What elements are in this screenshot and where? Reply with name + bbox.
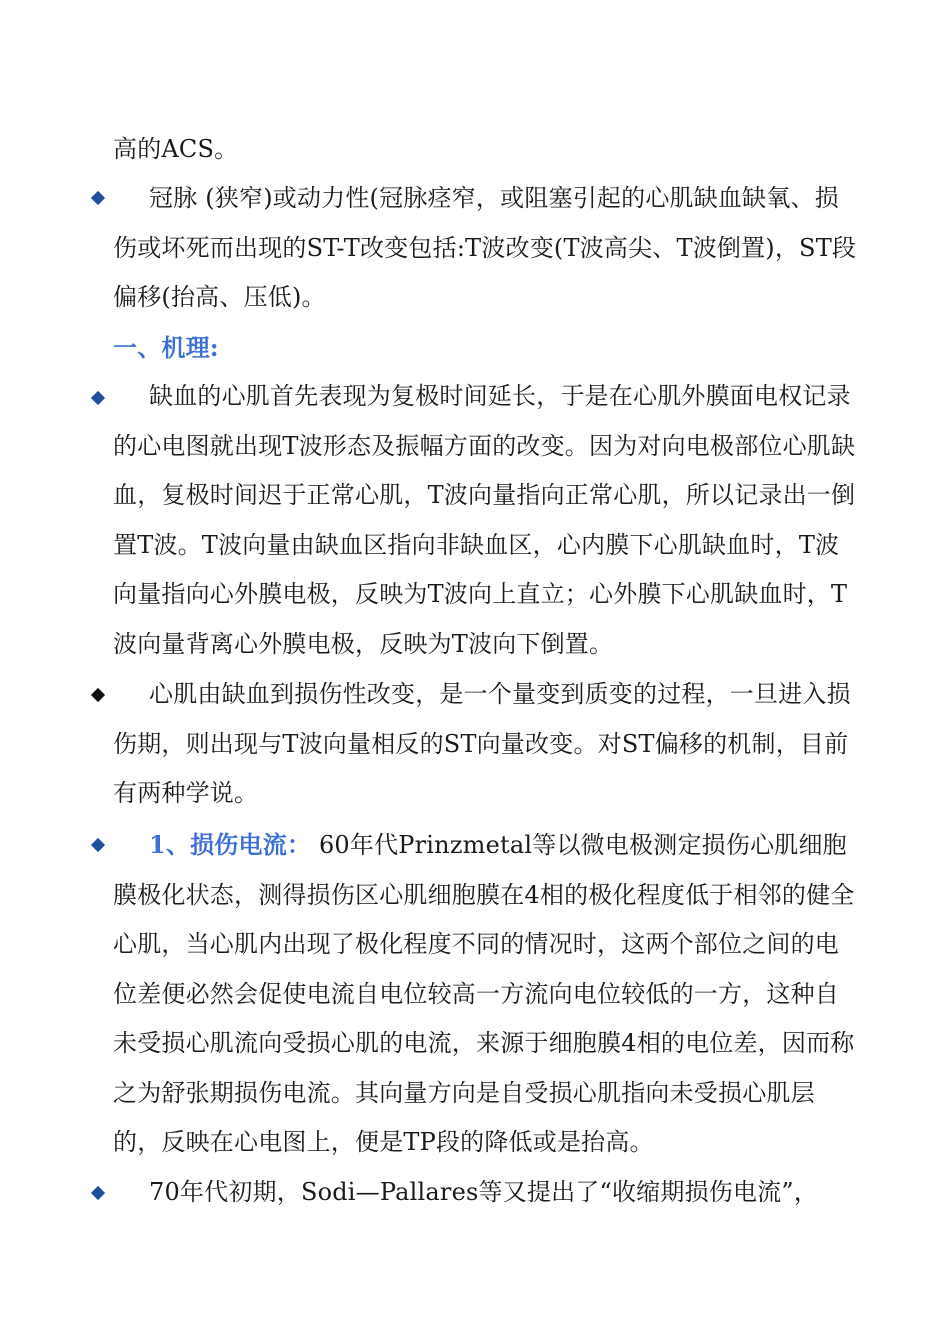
paragraph-injury-current-text: 60年代Prinzmetal等以微电极测定损伤心肌细胞膜极化状态，测得损伤区心肌细胞膜在4相的极化程度低于相邻的健全心肌，当心肌内出现了极化程度不同的情况时，这两个部位之间的电位差便必然会促使电流自电位较高一方流向电位较低的一方，这种自未受损心肌流向受损心肌的电流，来源于细胞膜4相的电位差，因而称之为舒张期损伤电流。其向量方向是自受损心肌指向未受损心肌层的，反映在心电图上，便是TP段的降低或是抬高。	[113, 831, 855, 1156]
bullet-diamond-icon	[91, 688, 105, 702]
paragraph-injury-current	[113, 820, 863, 1168]
paragraph-systolic-current: 70年代初期，Sodi—Pallares等又提出了“收缩期损伤电流”，	[149, 1178, 819, 1206]
bullet-diamond-icon	[91, 838, 105, 852]
bullet-diamond-icon	[91, 191, 105, 205]
paragraph-st-t-changes: 冠脉 (狭窄)或动力性(冠脉痉窄，或阻塞引起的心肌缺血缺氧、损伤或坏死而出现的ST-T改变包括:T波改变(T波高尖、T波倒置)，ST段偏移(抬高、压低)。	[113, 184, 857, 311]
paragraph-injury-progression: 心肌由缺血到损伤性改变，是一个量变到质变的过程，一旦进入损伤期，则出现与T波向量相反的ST向量改变。对ST偏移的机制，目前有两种学说。	[113, 680, 851, 807]
paragraph-ischemia-t-wave: 缺血的心肌首先表现为复极时间延长，于是在心肌外膜面电权记录的心电图就出现T波形态及振幅方面的改变。因为对向电极部位心肌缺血，复极时间迟于正常心肌，T波向量指向正常心肌，所以记录出一倒置T波。T波向量由缺血区指向非缺血区，心内膜下心肌缺血时，T波向量指向心外膜电极，反映为T波向上直立；心外膜下心肌缺血时，T波向量背离心外膜电极，反映为T波向下倒置。	[113, 382, 856, 658]
bullet-diamond-icon	[91, 1186, 105, 1200]
section-heading-mechanism: 一、机理:	[113, 333, 219, 362]
bullet-diamond-icon	[91, 391, 105, 405]
subheading-injury-current: 1、损伤电流：	[149, 830, 312, 859]
paragraph-continuation: 高的ACS。	[113, 135, 239, 163]
